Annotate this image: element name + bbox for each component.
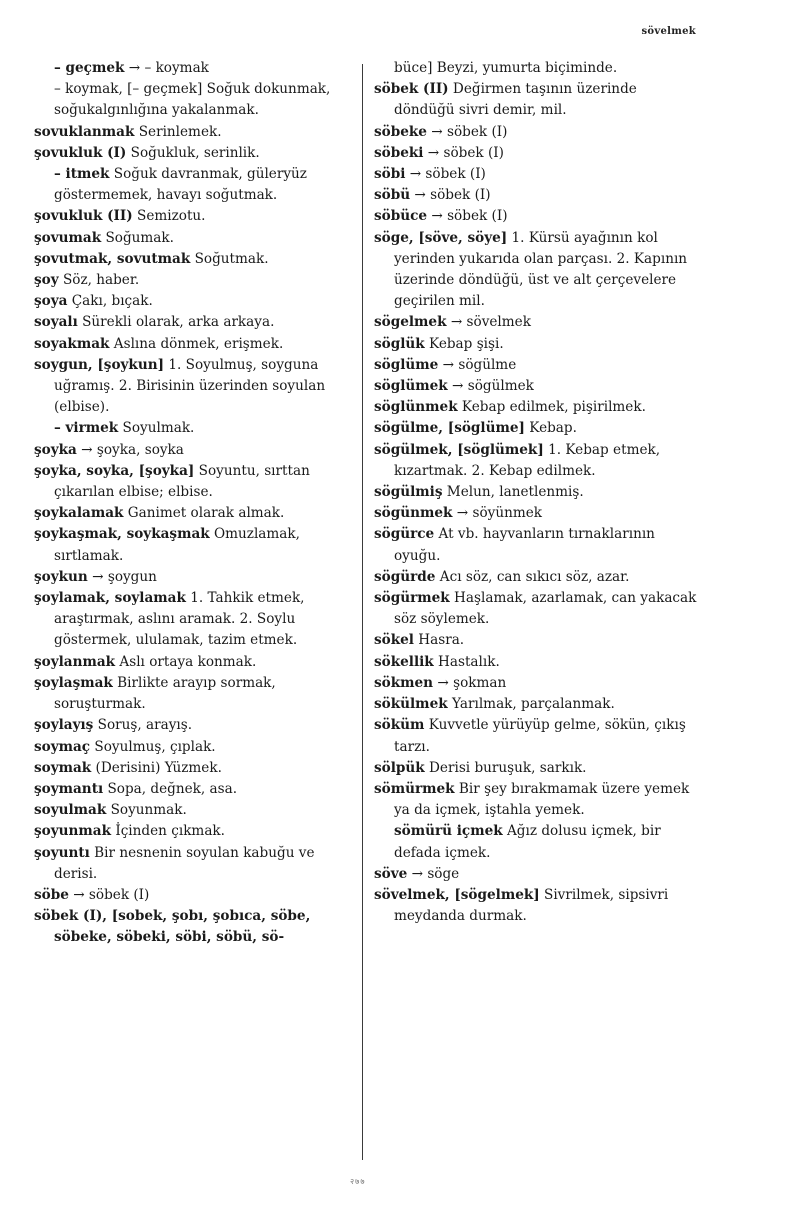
dictionary-entry [374,588,700,630]
dictionary-entry [374,630,700,651]
entry-headword: – itmek [54,166,110,183]
running-head: sövelmek [641,26,696,37]
entry-definition: Birlikte arayıp sormak, soruşturmak. [54,674,276,713]
entry-headword: şovumak [34,229,102,246]
dictionary-entry [34,355,352,419]
entry-definition: İçinden çıkmak. [111,823,225,840]
dictionary-entry [374,482,700,503]
dictionary-entry [374,885,700,927]
dictionary-entry [34,524,352,566]
entry-headword: söglünmek [374,399,458,416]
entry-definition: Aslı ortaya konmak. [115,653,257,670]
entry-definition: Değirmen taşının üzerinde döndüğü sivri demir, mil. [394,81,637,119]
entry-definition: Soyuntu, sırttan çıkarılan elbise; elbise. [54,462,310,501]
dictionary-entry [374,567,700,588]
dictionary-entry [374,524,700,566]
entry-definition: 1. Kürsü ayağının kol yerinden yukarıda olan parçası. 2. Kapının üzerinde döndüğü, üst ve alt çerçevelere geçirilen mil. [394,229,688,310]
entry-headword: sömürü içmek [394,823,503,840]
dictionary-entry [34,885,352,906]
entry-definition: Çakı, bıçak. [67,293,153,310]
entry-headword: söküm [374,717,425,734]
entry-headword: sögürde [374,568,436,585]
dictionary-entry [34,79,352,121]
dictionary-entry [374,185,700,206]
entry-definition: 1. Tahkik etmek, araştırmak, aslını aramak. 2. Soylu göstermek, ululamak, tazim etmek. [54,590,305,649]
dictionary-entry [34,291,352,312]
dictionary-entry [34,567,352,588]
entry-headword: şoylanmak [34,653,116,670]
entry-definition: Ağız dolusu içmek, bir defada içmek. [394,823,661,861]
column-divider [362,64,363,1160]
dictionary-entry [34,249,352,270]
entry-headword: şoylamak, soylamak [34,590,186,607]
entry-definition: Soruş, arayış. [93,717,193,734]
entry-headword: söglük [374,335,425,352]
entry-headword: sölpük [374,759,425,776]
entry-headword: sövelmek, [sögelmek] [374,886,540,903]
entry-definition: Sopa, değnek, asa. [103,780,238,797]
entry-definition: → şoyka, soyka [76,441,184,458]
entry-headword: söbeke [374,123,427,140]
entry-definition: → söyünmek [452,505,543,522]
entry-headword: şoylayış [34,717,94,734]
entry-headword: şoykun [34,568,88,585]
entry-definition: 1. Soyulmuş, soyguna uğramış. 2. Birisinin üzerinden soyulan (elbise). [54,356,326,416]
entry-headword: soyulmak [34,802,107,819]
entry-headword: sökellik [374,653,434,670]
dictionary-entry [374,652,700,673]
entry-definition: → sögülmek [447,378,534,395]
entry-definition: → sögülme [438,356,517,373]
entry-headword: şoylaşmak [34,674,113,691]
dictionary-entry [34,164,352,206]
entry-headword: söglümek [374,378,448,395]
dictionary-entry [34,312,352,333]
entry-headword: şoyunmak [34,823,111,840]
left-column [34,58,352,949]
dictionary-entry [34,737,352,758]
entry-definition: Serinlemek. [134,123,222,140]
entry-headword: – geçmek [54,60,125,76]
entry-headword: sökülmek [374,696,448,713]
dictionary-entry [34,715,352,736]
entry-definition: Sivrilmek, sipsivri meydanda durmak. [394,886,669,925]
entry-definition: → söbek (I) [426,123,508,140]
dictionary-entry [34,843,352,885]
entry-headword: söbüce [374,208,428,225]
dictionary-entry [34,652,352,673]
entry-headword: sögülmek, [söglümek] [374,441,544,458]
entry-definition: Soğukluk, serinlik. [126,144,260,161]
dictionary-entry [374,312,700,333]
entry-definition: Soğutmak. [190,250,269,267]
entry-definition: Kebap şişi. [424,335,504,352]
entry-definition: Derisi buruşuk, sarkık. [424,759,587,776]
entry-headword: soyalı [34,314,78,331]
entry-headword: söbek (II) [374,81,449,98]
dictionary-entry [374,673,700,694]
entry-definition: → söbek (I) [427,208,508,225]
entry-headword: sögülme, [söglüme] [374,420,525,437]
dictionary-entry [34,673,352,715]
entry-headword: soymaç [34,738,91,755]
dictionary-entry [374,440,700,482]
entry-headword: sökel [374,632,414,649]
entry-definition: At vb. hayvanların tırnaklarının oyuğu. [394,526,655,564]
entry-headword: sovuklanmak [34,123,135,140]
entry-definition: Hasra. [413,632,465,649]
dictionary-entry [374,206,700,227]
dictionary-entry [34,461,352,503]
entry-definition: Bir şey bırakmamak üzere yemek ya da içmek, iştahla yemek. [394,780,690,819]
dictionary-entry [374,376,700,397]
dictionary-entry [34,758,352,779]
entry-definition: → şoygun [87,568,157,585]
entry-definition: → söbek (I) [410,187,491,204]
entry-headword: söbek (I), [sobek, şobı, şobıca, söbe, söbeke, söbeki, söbi, söbü, sö- [34,908,311,946]
entry-headword: soymak [34,759,92,776]
entry-definition: → söbek (I) [405,166,486,183]
entry-definition: Sürekli olarak, arka arkaya. [77,314,275,331]
entry-headword: söbeki [374,144,424,161]
entry-definition: Kuvvetle yürüyüp gelme, sökün, çıkış tarzı. [394,717,686,755]
right-column [374,58,700,927]
entry-headword: şoy [34,272,59,289]
dictionary-entry [34,821,352,842]
entry-headword: sökmen [374,674,434,691]
entry-definition: – koymak, [– geçmek] Soğuk dokunmak, soğukalgınlığına yakalanmak. [54,81,331,119]
entry-definition: → söbek (I) [423,144,504,161]
dictionary-entry [374,779,700,821]
dictionary-entry [374,58,700,79]
entry-headword: şoykaşmak, soykaşmak [34,526,210,543]
entry-definition: Kebap. [524,420,577,437]
entry-headword: şoya [34,293,68,310]
entry-headword: sögürce [374,526,435,543]
entry-definition: → söge [407,865,460,882]
entry-headword: şoymantı [34,780,104,797]
dictionary-entry [34,270,352,291]
entry-definition: → söbek (I) [68,886,150,903]
dictionary-entry [34,228,352,249]
entry-headword: şovutmak, sovutmak [34,250,191,267]
dictionary-entry [34,206,352,227]
dictionary-entry [34,503,352,524]
entry-definition: Soyulmak. [118,420,195,437]
entry-definition: Soğumak. [101,229,174,246]
entry-headword: şovukluk (I) [34,144,127,161]
dictionary-entry [34,906,352,948]
entry-headword: – virmek [54,420,119,437]
dictionary-entry [374,821,700,863]
dictionary-entry [374,418,700,439]
entry-definition: Soğuk davranmak, güleryüz göstermemek, havayı soğutmak. [54,166,307,204]
dictionary-entry [374,694,700,715]
entry-headword: soygun, [şoykun] [34,356,165,373]
entry-headword: söglüme [374,356,439,373]
dictionary-entry [374,79,700,121]
entry-definition: → sövelmek [446,314,531,331]
entry-definition: Ganimet olarak almak. [123,505,285,522]
entry-definition: → şokman [433,674,507,691]
dictionary-entry [34,122,352,143]
dictionary-entry [374,355,700,376]
entry-headword: söbe [34,886,69,903]
dictionary-entry [374,397,700,418]
dictionary-entry [374,864,700,885]
entry-headword: şoyka, soyka, [şoyka] [34,462,195,479]
dictionary-entry [34,779,352,800]
dictionary-entry [374,122,700,143]
dictionary-entry [34,334,352,355]
entry-definition: Kebap edilmek, pişirilmek. [457,399,646,416]
entry-headword: sögelmek [374,314,447,331]
entry-definition: büce] Beyzi, yumurta biçiminde. [394,60,618,76]
dictionary-entry [34,143,352,164]
entry-headword: söve [374,865,408,882]
entry-headword: sögünmek [374,505,453,522]
dictionary-entry [374,228,700,313]
dictionary-entry [34,588,352,652]
entry-definition: Yarılmak, parçalanmak. [447,696,615,713]
dictionary-entry [374,758,700,779]
entry-headword: şoyka [34,441,77,458]
entry-definition: Söz, haber. [58,272,140,289]
entry-definition: Hastalık. [433,653,500,670]
entry-headword: söbi [374,166,406,183]
entry-headword: şovukluk (II) [34,208,133,225]
entry-definition: Aslına dönmek, erişmek. [109,335,284,352]
entry-definition: (Derisini) Yüzmek. [91,759,222,776]
dictionary-entry [374,143,700,164]
entry-headword: söge, [söve, söye] [374,229,508,246]
entry-definition: → – koymak [124,60,209,76]
entry-headword: şoyuntı [34,844,90,861]
dictionary-entry [34,440,352,461]
entry-definition: Soyulmuş, çıplak. [90,738,216,755]
entry-definition: Bir nesnenin soyulan kabuğu ve derisi. [54,844,315,882]
entry-definition: Soyunmak. [106,802,187,819]
dictionary-entry [374,334,700,355]
dictionary-entry [34,418,352,439]
entry-headword: sögülmiş [374,484,443,501]
entry-definition: Haşlamak, azarlamak, can yakacak söz söylemek. [394,590,697,628]
entry-headword: sömürmek [374,780,455,797]
entry-headword: söbü [374,187,411,204]
dictionary-entry [374,164,700,185]
entry-headword: soyakmak [34,335,110,352]
page-folio: २७७ [350,1177,366,1186]
entry-definition: Omuzlamak, sırtlamak. [54,526,300,564]
entry-definition: Melun, lanetlenmiş. [442,484,584,501]
entry-headword: şoykalamak [34,505,124,522]
dictionary-entry [374,503,700,524]
entry-definition: 1. Kebap etmek, kızartmak. 2. Kebap edilmek. [394,441,661,479]
entry-definition: Acı söz, can sıkıcı söz, azar. [435,568,630,585]
dictionary-entry [374,715,700,757]
dictionary-entry [34,58,352,79]
dictionary-entry [34,800,352,821]
entry-definition: Semizotu. [132,208,206,225]
entry-headword: sögürmek [374,590,450,607]
